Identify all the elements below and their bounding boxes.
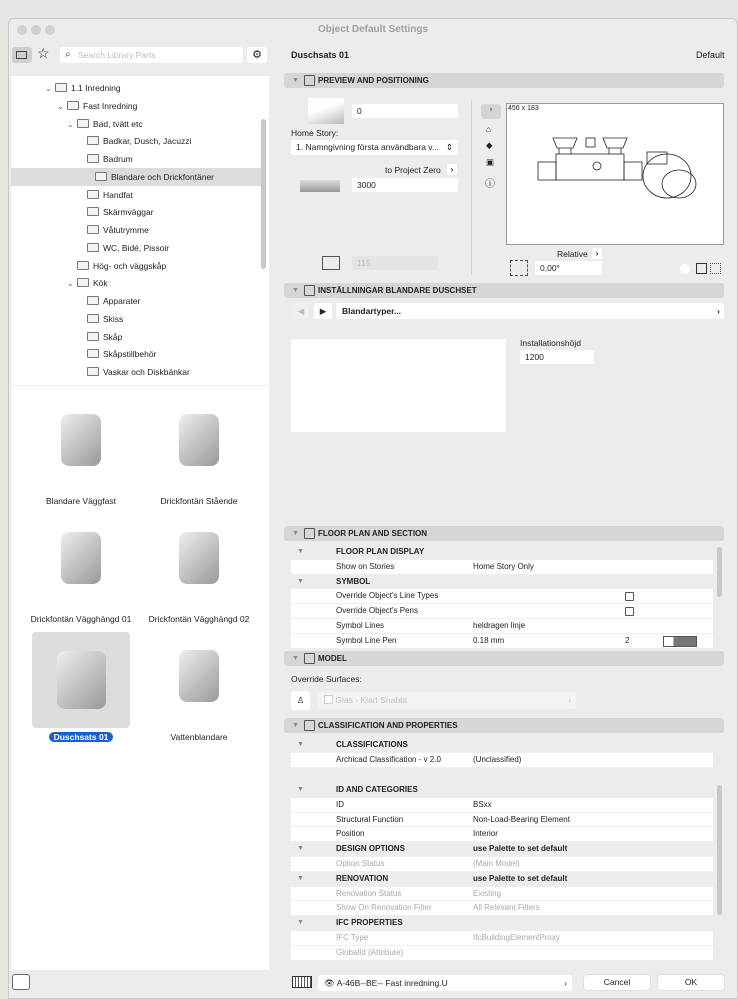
folder-icon <box>87 225 99 234</box>
divider <box>471 100 472 275</box>
collapse-icon[interactable]: ▼ <box>297 577 304 585</box>
property-name: ID AND CATEGORIES <box>336 785 418 794</box>
group-header[interactable] <box>291 916 713 931</box>
reference-chevron-button[interactable]: › <box>447 164 457 175</box>
tree-item[interactable] <box>11 203 154 221</box>
folder-icon <box>87 136 99 145</box>
library-part[interactable] <box>144 632 254 742</box>
folder-icon <box>77 119 89 128</box>
tree-item-label: 1.1 Inredning <box>71 83 121 93</box>
property-value: Home Story Only <box>473 561 534 571</box>
tree-item-label: Bad, tvätt etc <box>93 118 143 129</box>
part-label: Blandare Väggfast <box>46 496 116 506</box>
tree-item-label: Kök <box>93 278 108 289</box>
relative-chevron-button[interactable]: › <box>592 248 602 259</box>
preview-canvas[interactable] <box>506 103 724 245</box>
height-icon <box>322 256 340 270</box>
property-value: BSxx <box>473 799 492 809</box>
page-select[interactable]: Blandartyper... › <box>336 303 724 319</box>
anchor-alt-icon[interactable] <box>710 263 721 274</box>
tree-item[interactable] <box>11 310 123 328</box>
folder-icon <box>77 261 89 270</box>
tree-item-label: Handfat <box>103 189 133 200</box>
library-part[interactable] <box>26 396 136 506</box>
property-name: ID <box>336 799 344 809</box>
search-placeholder: Search Library Parts <box>78 50 156 60</box>
tree-item[interactable] <box>11 132 191 150</box>
part-thumbnail <box>41 514 121 602</box>
eye-icon: 👁 <box>324 978 335 988</box>
mirror-toggle[interactable] <box>680 264 690 274</box>
folder-icon <box>16 51 27 59</box>
property-name: Show On Renovation Filter <box>336 903 432 913</box>
chevron-down-icon[interactable]: ⌄ <box>67 119 74 129</box>
settings-preview <box>291 339 506 432</box>
collapse-icon[interactable]: ▼ <box>297 786 304 793</box>
layer-icon <box>292 976 312 988</box>
property-name: IFC Type <box>336 933 369 942</box>
view-3d-icon[interactable]: ◆ <box>486 140 493 150</box>
tree-item-label: Badrum <box>103 154 133 164</box>
property-name: Position <box>336 829 365 839</box>
cancel-button[interactable]: Cancel <box>584 975 650 990</box>
part-label: Drickfontän Vägghängd 02 <box>148 614 250 624</box>
section-floor-plan[interactable]: ▼ FLOOR PLAN AND SECTION <box>284 526 724 541</box>
collapse-icon[interactable]: ▼ <box>297 845 304 853</box>
view-section-icon[interactable]: ⌂ <box>486 124 492 134</box>
property-name: Renovation Status <box>336 888 402 898</box>
offset-input[interactable]: 0 <box>352 104 458 118</box>
property-value: Existing <box>473 888 502 898</box>
classification-icon <box>304 720 315 731</box>
object-name: Duschsats 01 <box>291 50 350 60</box>
tree-item-label: Hög- och väggskåp <box>93 260 167 271</box>
property-row[interactable] <box>291 604 713 619</box>
tree-item[interactable] <box>11 168 261 186</box>
model-icon <box>304 653 315 664</box>
property-name: Show on Stories <box>336 561 395 571</box>
tree-item[interactable] <box>11 363 190 381</box>
angle-input[interactable]: 0,00° <box>535 261 602 275</box>
tree-item[interactable] <box>11 115 143 133</box>
property-row[interactable] <box>291 753 713 768</box>
folder-icon <box>87 296 99 305</box>
property-name: Structural Function <box>336 814 404 824</box>
tree-item-label: Badkar, Dusch, Jacuzzi <box>103 136 192 147</box>
property-row[interactable] <box>291 560 713 575</box>
property-row[interactable] <box>291 901 713 916</box>
property-value: (Main Model) <box>473 859 520 868</box>
stepper-icon: ⇕ <box>445 142 453 152</box>
part-label: Duschsats 01 <box>49 732 114 742</box>
property-value: All Relevant Filters <box>473 903 540 913</box>
property-row[interactable] <box>291 634 713 649</box>
section-model[interactable]: ▼ MODEL <box>284 651 724 666</box>
property-value: (Unclassified) <box>473 754 522 764</box>
tree-item[interactable] <box>11 345 156 363</box>
section-preview[interactable]: ▼ PREVIEW AND POSITIONING <box>284 73 724 88</box>
surface-select: Glas - Klart Snabbt › <box>318 692 576 709</box>
property-name: SYMBOL <box>336 576 371 586</box>
home-story-select[interactable]: 1. Namngivning första användbara v... ⇕ <box>291 140 458 155</box>
group-header[interactable] <box>291 738 713 753</box>
floorplan-scrollbar[interactable] <box>717 547 722 597</box>
search-input[interactable] <box>60 47 243 63</box>
override-surfaces-label: Override Surfaces: <box>291 674 362 684</box>
home-story-label: Home Story: <box>291 128 339 138</box>
to-project-zero-label: to Project Zero <box>385 165 441 175</box>
relative-label: Relative <box>557 249 588 259</box>
properties-scrollbar[interactable] <box>717 785 722 915</box>
tree-item-label: Skiss <box>103 313 124 324</box>
property-row[interactable] <box>291 813 713 828</box>
tree-item-label: Blandare och Drickfontäner <box>111 171 215 182</box>
preview-icon <box>304 75 315 86</box>
height-input: 115 <box>352 256 438 270</box>
property-row[interactable] <box>291 857 713 872</box>
folder-icon <box>55 83 67 92</box>
tree-scrollbar[interactable] <box>261 119 266 269</box>
tree-item[interactable] <box>11 292 140 310</box>
tree-item-label: Våtutrymme <box>103 225 149 235</box>
settings-gear-icon[interactable]: ⚙ <box>247 47 267 63</box>
library-part[interactable] <box>144 514 254 624</box>
prev-page-button[interactable]: ◀ <box>293 303 309 319</box>
close-button[interactable] <box>17 25 27 35</box>
settings-section-icon <box>304 285 315 296</box>
property-row[interactable] <box>291 931 713 946</box>
tree-item-label: Skärmväggar <box>103 207 154 218</box>
property-value: 0.18 mm <box>473 635 505 645</box>
elevation-input[interactable]: 3000 <box>352 178 458 192</box>
property-name: Option Status <box>336 859 385 868</box>
tree-item[interactable] <box>11 79 121 97</box>
part-thumbnail <box>159 632 239 720</box>
group-header[interactable] <box>291 872 713 887</box>
property-name: RENOVATION <box>336 873 389 883</box>
layer-select[interactable]: 👁 A-46B--BE-- Fast inredning.U › <box>318 975 572 991</box>
property-row[interactable] <box>291 887 713 902</box>
folder-icon <box>87 207 99 216</box>
property-row[interactable] <box>291 798 713 813</box>
folder-icon <box>87 332 99 341</box>
property-value: Interior <box>473 829 498 839</box>
folder-icon <box>87 243 99 252</box>
tree-item[interactable] <box>11 239 169 257</box>
favorites-star-icon[interactable]: ☆ <box>37 45 50 61</box>
part-thumbnail <box>159 396 239 484</box>
tree-item-label: Skåpstillbehör <box>103 349 157 360</box>
ok-button[interactable]: OK <box>658 975 724 990</box>
folder-icon <box>87 367 99 376</box>
property-row[interactable] <box>291 619 713 634</box>
library-tree <box>11 76 269 385</box>
pen-swatch[interactable] <box>663 636 697 647</box>
chevron-down-icon[interactable]: ⌄ <box>67 279 74 289</box>
tree-item-label: Skåp <box>103 331 123 342</box>
library-manager-icon[interactable] <box>12 974 30 990</box>
tree-item-label: Fast Inredning <box>83 100 138 111</box>
search-icon: ⌕ <box>65 49 71 60</box>
next-page-button[interactable]: ▶ <box>314 303 332 319</box>
folder-icon <box>87 314 99 323</box>
library-part[interactable] <box>26 514 136 624</box>
offset-icon <box>308 98 344 124</box>
folder-view-button[interactable] <box>12 47 32 63</box>
tree-item[interactable] <box>11 221 149 239</box>
property-row[interactable] <box>291 827 713 842</box>
folder-icon <box>87 349 99 358</box>
tree-item[interactable] <box>11 186 133 204</box>
property-value: Non-Load-Bearing Element <box>473 814 570 824</box>
property-name: Symbol Line Pen <box>336 635 397 645</box>
part-label: Vattenblandare <box>170 732 228 742</box>
library-parts-grid <box>11 386 269 970</box>
collapse-icon[interactable]: ▼ <box>297 548 304 555</box>
section-classification[interactable]: ▼ CLASSIFICATION AND PROPERTIES <box>284 718 724 733</box>
info-icon[interactable]: ⓘ <box>485 179 495 190</box>
part-label: Drickfontän Vägghängd 01 <box>30 614 132 624</box>
elevation-icon <box>300 180 340 192</box>
install-height-label: Installationshöjd <box>520 338 581 348</box>
property-name: Symbol Lines <box>336 621 385 630</box>
tree-item[interactable] <box>11 274 108 292</box>
property-name: IFC PROPERTIES <box>336 918 403 928</box>
tree-item[interactable] <box>11 97 137 115</box>
property-name: FLOOR PLAN DISPLAY <box>336 547 425 556</box>
property-name: Archicad Classification - v 2.0 <box>336 754 441 764</box>
property-name: CLASSIFICATIONS <box>336 740 408 749</box>
property-row[interactable] <box>291 946 713 961</box>
rotation-icon <box>510 260 528 276</box>
pen-number[interactable]: 2 <box>625 635 630 645</box>
window-title: Object Default Settings <box>317 24 428 35</box>
checkbox[interactable] <box>625 592 634 601</box>
folder-icon <box>87 154 99 163</box>
section-settings[interactable]: ▼ INSTÄLLNINGAR BLANDARE DUSCHSET <box>284 283 724 298</box>
part-thumbnail <box>32 632 130 728</box>
zoom-button[interactable] <box>45 25 55 35</box>
property-row[interactable] <box>291 589 713 604</box>
tree-item[interactable] <box>11 257 166 275</box>
default-label: Default <box>696 50 725 60</box>
property-value: use Palette to set default <box>473 873 568 883</box>
view-plan-button[interactable]: ▫ <box>481 104 501 119</box>
property-name: Override Object's Pens <box>336 606 419 616</box>
group-header[interactable] <box>291 783 713 798</box>
folder-icon <box>87 190 99 199</box>
group-header[interactable] <box>291 842 713 857</box>
group-header[interactable] <box>291 575 713 590</box>
collapse-icon[interactable]: ▼ <box>297 741 304 748</box>
paint-bucket-icon[interactable]: ♙ <box>291 691 310 710</box>
tree-item[interactable] <box>11 150 133 168</box>
folder-icon <box>95 172 107 181</box>
tree-item[interactable] <box>11 328 122 346</box>
tree-item-label: Vaskar och Diskbänkar <box>103 367 190 377</box>
group-header[interactable] <box>291 545 713 560</box>
property-value: use Palette to set default <box>473 844 568 854</box>
anchor-icon[interactable] <box>696 263 707 274</box>
property-value: IfcBuildingElementProxy <box>473 933 560 942</box>
shower-plan-symbol <box>507 104 725 246</box>
library-part[interactable] <box>26 632 136 742</box>
property-name: Override Object's Line Types <box>336 591 439 601</box>
folder-icon <box>77 278 89 287</box>
tree-item-label: WC, Bidé, Pissoir <box>103 242 170 253</box>
collapse-icon[interactable]: ▼ <box>297 919 304 927</box>
floorplan-icon <box>304 528 315 539</box>
property-value: heldragen linje <box>473 621 526 630</box>
property-name: DESIGN OPTIONS <box>336 844 405 854</box>
preview-size: 456 x 183 <box>508 105 539 112</box>
part-label: Drickfontän Stående <box>160 496 238 506</box>
tree-item-label: Apparater <box>103 296 141 306</box>
view-elevation-icon[interactable]: ▣ <box>486 157 495 167</box>
minimize-button[interactable] <box>31 25 41 35</box>
part-thumbnail <box>159 514 239 602</box>
chevron-down-icon[interactable]: ⌄ <box>45 84 52 93</box>
property-name: GlobalId (Attribute) <box>336 947 404 957</box>
chevron-down-icon[interactable]: ⌄ <box>57 101 64 111</box>
folder-icon <box>67 101 79 110</box>
part-thumbnail <box>41 396 121 484</box>
install-height-input[interactable]: 1200 <box>520 350 594 364</box>
collapse-icon[interactable]: ▼ <box>297 874 304 882</box>
checkbox[interactable] <box>625 607 634 616</box>
library-part[interactable] <box>144 396 254 506</box>
